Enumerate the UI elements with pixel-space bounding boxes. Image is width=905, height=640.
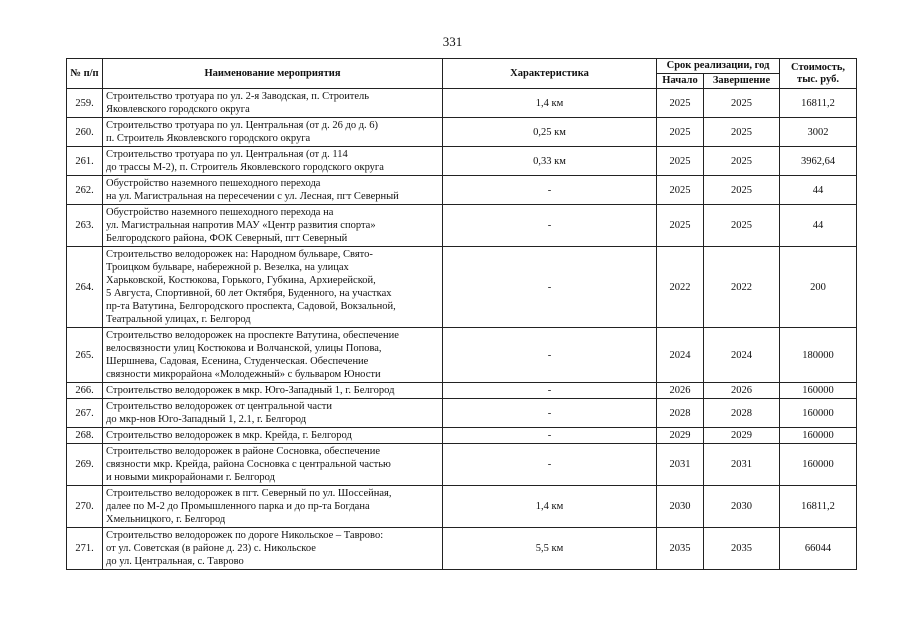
characteristic-cell: - bbox=[443, 399, 657, 428]
characteristic-cell: - bbox=[443, 205, 657, 247]
start-year-cell: 2025 bbox=[657, 118, 704, 147]
measure-name-line: Строительство тротуара по ул. 2-я Заводская, п. Строитель bbox=[106, 91, 370, 102]
measure-name-line: Троицком бульваре, набережной р. Везелка, на улицах bbox=[106, 262, 349, 273]
cost-cell: 3002 bbox=[780, 118, 857, 147]
table-row bbox=[67, 328, 857, 383]
measure-name-line: велосвязности улиц Костюкова и Волчанской, улицы Попова, bbox=[106, 343, 382, 354]
table-row bbox=[67, 383, 857, 399]
end-year-cell: 2030 bbox=[704, 486, 780, 528]
table-row bbox=[67, 399, 857, 428]
table-row bbox=[67, 486, 857, 528]
start-year-cell: 2025 bbox=[657, 205, 704, 247]
measure-name bbox=[103, 444, 443, 486]
measure-name-line: Строительство велодорожек по дороге Никольское – Таврово: bbox=[106, 530, 384, 541]
measure-name-line: до мкр-нов Юго-Западный 1, 2.1, г. Белгород bbox=[106, 414, 307, 425]
row-number: 261. bbox=[67, 147, 103, 176]
measure-name bbox=[103, 486, 443, 528]
characteristic-cell: 5,5 км bbox=[443, 528, 657, 570]
table-row bbox=[67, 176, 857, 205]
cost-cell: 200 bbox=[780, 247, 857, 328]
row-number: 265. bbox=[67, 328, 103, 383]
start-year-cell: 2025 bbox=[657, 89, 704, 118]
start-year-cell: 2022 bbox=[657, 247, 704, 328]
measure-name-line: Яковлевского городского округа bbox=[106, 104, 250, 115]
row-number: 267. bbox=[67, 399, 103, 428]
row-number: 266. bbox=[67, 383, 103, 399]
measure-name-line: Строительство велодорожек на: Народном бульваре, Свято- bbox=[106, 249, 373, 260]
measure-name bbox=[103, 205, 443, 247]
table-body bbox=[67, 89, 857, 570]
header-period: Срок реализации, год bbox=[657, 59, 780, 74]
measure-name-line: п. Строитель Яковлевского городского округа bbox=[106, 133, 311, 144]
cost-cell: 16811,2 bbox=[780, 486, 857, 528]
measure-name bbox=[103, 147, 443, 176]
cost-cell: 160000 bbox=[780, 444, 857, 486]
start-year-cell: 2031 bbox=[657, 444, 704, 486]
end-year-cell: 2022 bbox=[704, 247, 780, 328]
measure-name-line: Строительство велодорожек от центральной части bbox=[106, 401, 332, 412]
end-year-cell: 2025 bbox=[704, 89, 780, 118]
end-year-cell: 2025 bbox=[704, 205, 780, 247]
table-row bbox=[67, 528, 857, 570]
start-year-cell: 2035 bbox=[657, 528, 704, 570]
header-num: № п/п bbox=[67, 59, 103, 89]
characteristic-cell: 1,4 км bbox=[443, 486, 657, 528]
cost-cell: 160000 bbox=[780, 428, 857, 444]
measure-name-line: Строительство велодорожек в мкр. Крейда, г. Белгород bbox=[106, 430, 352, 441]
header-start: Начало bbox=[657, 74, 704, 89]
measure-name bbox=[103, 247, 443, 328]
measure-name bbox=[103, 428, 443, 444]
measure-name-line: от ул. Советская (в районе д. 23) с. Никольское bbox=[106, 543, 316, 554]
measure-name bbox=[103, 328, 443, 383]
cost-cell: 16811,2 bbox=[780, 89, 857, 118]
row-number: 268. bbox=[67, 428, 103, 444]
measure-name-line: до ул. Центральная, с. Таврово bbox=[106, 556, 244, 567]
start-year-cell: 2024 bbox=[657, 328, 704, 383]
cost-cell: 44 bbox=[780, 176, 857, 205]
row-number: 260. bbox=[67, 118, 103, 147]
header-row bbox=[67, 59, 857, 74]
measure-name-line: Обустройство наземного пешеходного перехода на bbox=[106, 207, 334, 218]
start-year-cell: 2030 bbox=[657, 486, 704, 528]
header-end: Завершение bbox=[704, 74, 780, 89]
end-year-cell: 2025 bbox=[704, 176, 780, 205]
start-year-cell: 2029 bbox=[657, 428, 704, 444]
table-row bbox=[67, 147, 857, 176]
measure-name-line: далее по М-2 до Промышленного парка и до пр-та Богдана bbox=[106, 501, 370, 512]
cost-cell: 160000 bbox=[780, 399, 857, 428]
cost-cell: 66044 bbox=[780, 528, 857, 570]
characteristic-cell: - bbox=[443, 247, 657, 328]
header-characteristic: Характеристика bbox=[443, 59, 657, 89]
measures-table bbox=[66, 58, 857, 570]
characteristic-cell: 1,4 км bbox=[443, 89, 657, 118]
row-number: 259. bbox=[67, 89, 103, 118]
measure-name bbox=[103, 176, 443, 205]
row-number: 263. bbox=[67, 205, 103, 247]
measure-name bbox=[103, 528, 443, 570]
measure-name-line: Строительство тротуара по ул. Центральная (от д. 114 bbox=[106, 149, 348, 160]
measure-name-line: до трассы М-2), п. Строитель Яковлевского городского округа bbox=[106, 162, 384, 173]
characteristic-cell: - bbox=[443, 328, 657, 383]
measure-name-line: Строительство велодорожек в районе Сосновка, обеспечение bbox=[106, 446, 381, 457]
characteristic-cell: - bbox=[443, 428, 657, 444]
measure-name-line: Харьковской, Костюкова, Горького, Губкина, Архиерейской, bbox=[106, 275, 376, 286]
measure-name-line: Белгородского района, ФОК Северный, пгт Северный bbox=[106, 233, 348, 244]
row-number: 262. bbox=[67, 176, 103, 205]
end-year-cell: 2028 bbox=[704, 399, 780, 428]
measure-name-line: Строительство велодорожек в мкр. Юго-Западный 1, г. Белгород bbox=[106, 385, 395, 396]
row-number: 264. bbox=[67, 247, 103, 328]
start-year-cell: 2025 bbox=[657, 176, 704, 205]
table-row bbox=[67, 89, 857, 118]
table-row bbox=[67, 205, 857, 247]
measure-name-line: Строительство велодорожек в пгт. Северный по ул. Шоссейная, bbox=[106, 488, 392, 499]
end-year-cell: 2035 bbox=[704, 528, 780, 570]
table-row bbox=[67, 247, 857, 328]
row-number: 271. bbox=[67, 528, 103, 570]
end-year-cell: 2029 bbox=[704, 428, 780, 444]
start-year-cell: 2028 bbox=[657, 399, 704, 428]
end-year-cell: 2026 bbox=[704, 383, 780, 399]
cost-cell: 160000 bbox=[780, 383, 857, 399]
measure-name bbox=[103, 383, 443, 399]
row-number: 270. bbox=[67, 486, 103, 528]
table-row bbox=[67, 428, 857, 444]
characteristic-cell: - bbox=[443, 383, 657, 399]
table-row bbox=[67, 444, 857, 486]
measure-name-line: Театральной улицах, г. Белгород bbox=[106, 314, 251, 325]
measure-name bbox=[103, 118, 443, 147]
cost-cell: 44 bbox=[780, 205, 857, 247]
cost-cell: 180000 bbox=[780, 328, 857, 383]
characteristic-cell: 0,33 км bbox=[443, 147, 657, 176]
measure-name-line: 5 Августа, Спортивной, 60 лет Октября, Буденного, на участках bbox=[106, 288, 392, 299]
end-year-cell: 2025 bbox=[704, 118, 780, 147]
measure-name-line: Строительство велодорожек на проспекте Ватутина, обеспечение bbox=[106, 330, 399, 341]
measure-name-line: Хмельницкого, г. Белгород bbox=[106, 514, 226, 525]
page-number: 331 bbox=[442, 34, 463, 49]
cost-cell: 3962,64 bbox=[780, 147, 857, 176]
measure-name-line: и новыми микрорайонами г. Белгород bbox=[106, 472, 275, 483]
characteristic-cell: - bbox=[443, 444, 657, 486]
header-cost: Стоимость, тыс. руб. bbox=[780, 59, 857, 89]
measure-name-line: на ул. Магистральная на пересечении с ул. Лесная, пгт Северный bbox=[106, 191, 399, 202]
measure-name-line: Шершнева, Садовая, Есенина, Студенческая. Обеспечение bbox=[106, 356, 369, 367]
measure-name-line: пр-та Ватутина, Белгородского проспекта, Садовой, Вокзальной, bbox=[106, 301, 396, 312]
characteristic-cell: 0,25 км bbox=[443, 118, 657, 147]
end-year-cell: 2025 bbox=[704, 147, 780, 176]
measure-name-line: ул. Магистральная напротив МАУ «Центр развития спорта» bbox=[106, 220, 376, 231]
measure-name bbox=[103, 89, 443, 118]
measure-name-line: связности микрорайона «Молодежный» с бульваром Юности bbox=[106, 369, 381, 380]
header-name: Наименование мероприятия bbox=[103, 59, 443, 89]
measure-name bbox=[103, 399, 443, 428]
measure-name-line: Строительство тротуара по ул. Центральная (от д. 26 до д. 6) bbox=[106, 120, 379, 131]
row-number: 269. bbox=[67, 444, 103, 486]
end-year-cell: 2031 bbox=[704, 444, 780, 486]
measure-name-line: Обустройство наземного пешеходного перехода bbox=[106, 178, 321, 189]
table-row bbox=[67, 118, 857, 147]
end-year-cell: 2024 bbox=[704, 328, 780, 383]
start-year-cell: 2026 bbox=[657, 383, 704, 399]
measure-name-line: связности мкр. Крейда, района Сосновка с центральной частью bbox=[106, 459, 391, 470]
characteristic-cell: - bbox=[443, 176, 657, 205]
start-year-cell: 2025 bbox=[657, 147, 704, 176]
